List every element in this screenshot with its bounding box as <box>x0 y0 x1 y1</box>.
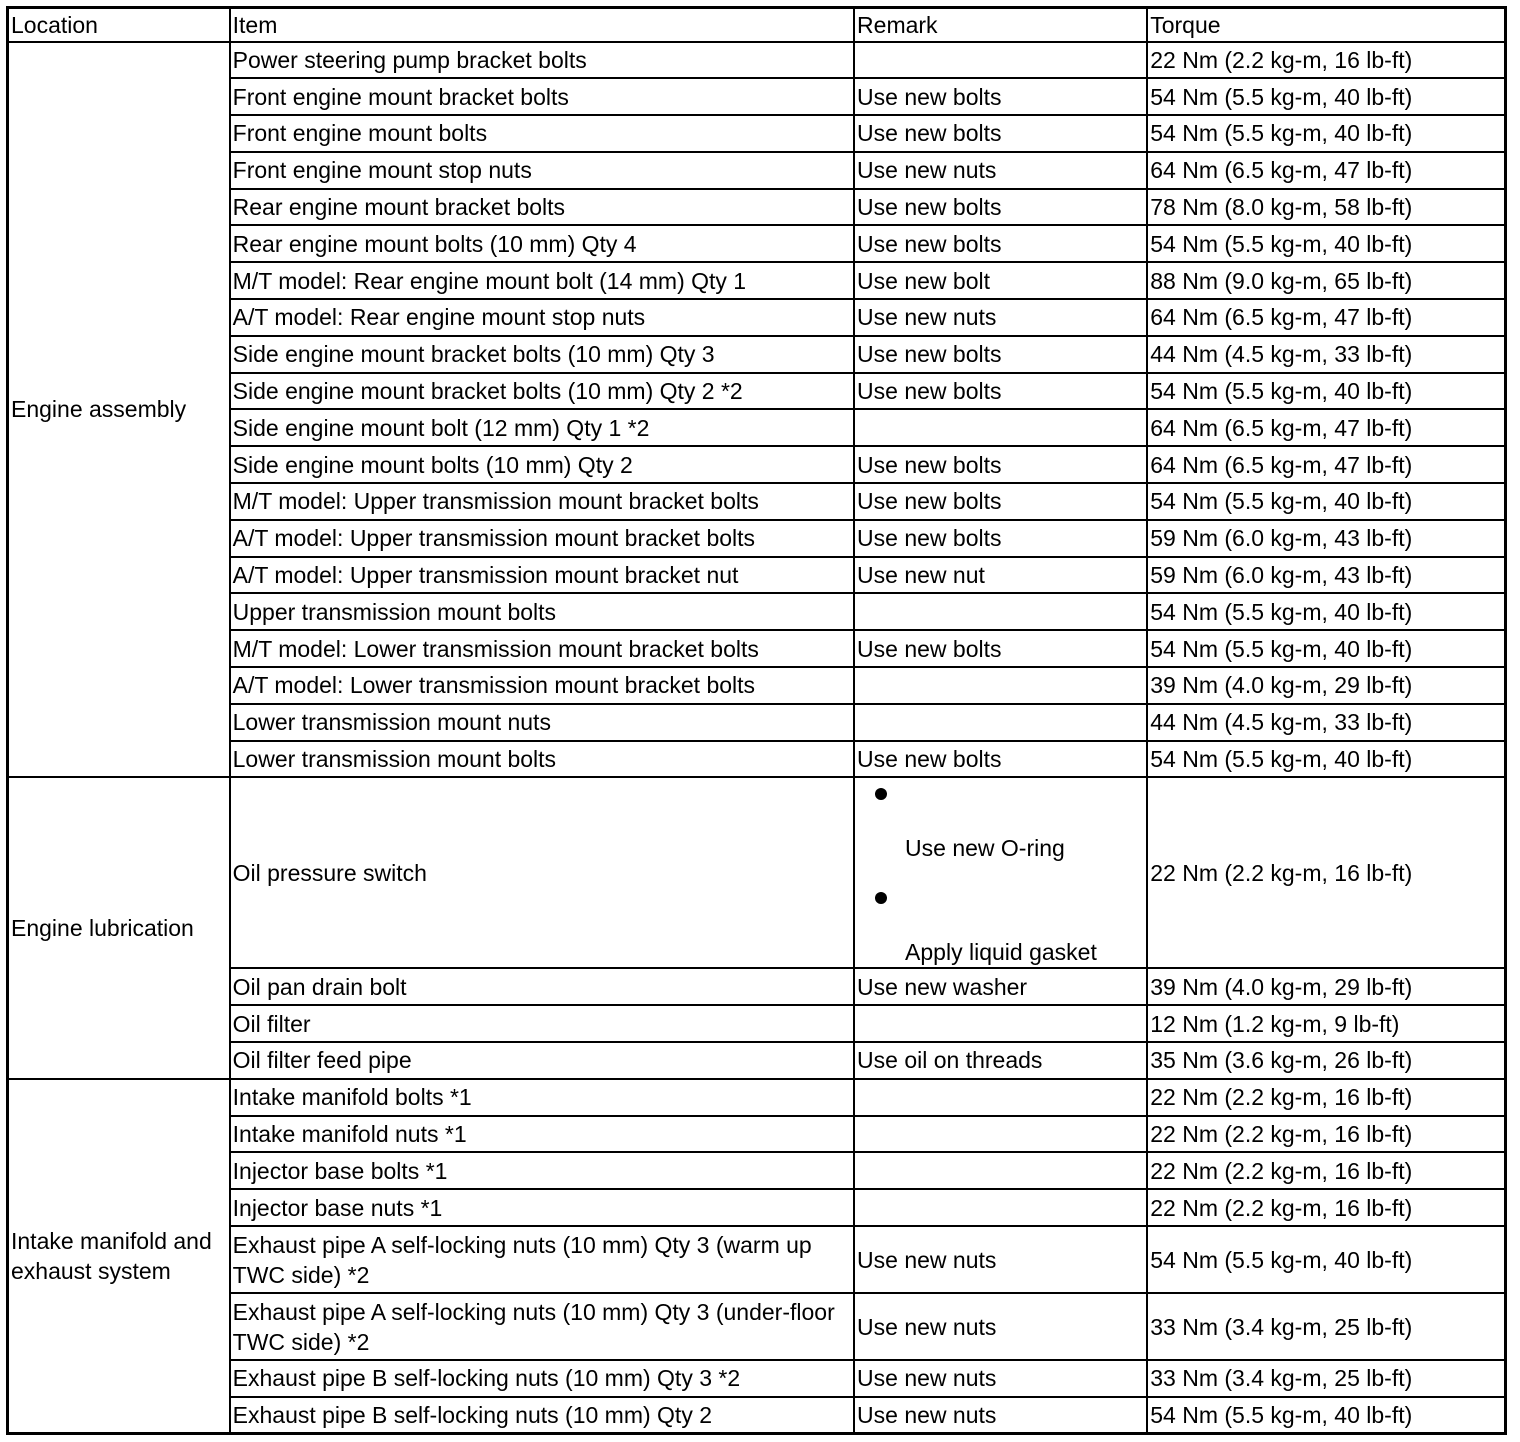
table-row <box>8 1189 1506 1226</box>
torque-cell: 54 Nm (5.5 kg-m, 40 lb-ft) <box>1147 78 1505 115</box>
remark-cell <box>854 409 1147 446</box>
item-cell: Exhaust pipe B self-locking nuts (10 mm) Qty 2 <box>230 1397 854 1434</box>
header-remark: Remark <box>854 8 1147 42</box>
remark-cell: Use new nuts <box>854 1397 1147 1434</box>
item-cell: Rear engine mount bracket bolts <box>230 189 854 226</box>
table-row <box>8 446 1506 483</box>
table-row <box>8 189 1506 226</box>
remark-cell: Use new washer <box>854 968 1147 1005</box>
torque-spec-table <box>6 6 1507 1435</box>
torque-cell: 12 Nm (1.2 kg-m, 9 lb-ft) <box>1147 1005 1505 1042</box>
remark-cell: Use new bolts <box>854 373 1147 410</box>
remark-cell <box>854 777 1147 968</box>
item-cell: Intake manifold bolts *1 <box>230 1079 854 1116</box>
torque-cell: 88 Nm (9.0 kg-m, 65 lb-ft) <box>1147 262 1505 299</box>
remark-cell: Use new bolts <box>854 115 1147 152</box>
remark-bullet-text: Use new O-ring <box>905 834 1065 861</box>
torque-cell: 54 Nm (5.5 kg-m, 40 lb-ft) <box>1147 593 1505 630</box>
item-cell: A/T model: Lower transmission mount bracket bolts <box>230 667 854 704</box>
table-row <box>8 336 1506 373</box>
torque-cell: 64 Nm (6.5 kg-m, 47 lb-ft) <box>1147 299 1505 336</box>
torque-cell: 54 Nm (5.5 kg-m, 40 lb-ft) <box>1147 373 1505 410</box>
item-cell: Oil pan drain bolt <box>230 968 854 1005</box>
table-row <box>8 42 1506 79</box>
torque-cell: 35 Nm (3.6 kg-m, 26 lb-ft) <box>1147 1042 1505 1079</box>
table-row <box>8 483 1506 520</box>
table-row <box>8 409 1506 446</box>
torque-cell: 78 Nm (8.0 kg-m, 58 lb-ft) <box>1147 189 1505 226</box>
torque-cell: 44 Nm (4.5 kg-m, 33 lb-ft) <box>1147 336 1505 373</box>
torque-cell: 54 Nm (5.5 kg-m, 40 lb-ft) <box>1147 115 1505 152</box>
table-row <box>8 704 1506 741</box>
item-cell: Front engine mount bracket bolts <box>230 78 854 115</box>
header-item: Item <box>230 8 854 42</box>
remark-cell: Use new nuts <box>854 1226 1147 1293</box>
remark-cell: Use new nuts <box>854 1360 1147 1397</box>
item-cell: A/T model: Upper transmission mount bracket bolts <box>230 520 854 557</box>
table-row <box>8 630 1506 667</box>
torque-cell: 54 Nm (5.5 kg-m, 40 lb-ft) <box>1147 1226 1505 1293</box>
remark-cell <box>854 593 1147 630</box>
location-cell: Engine lubrication <box>8 777 230 1078</box>
remark-cell <box>854 1005 1147 1042</box>
remark-cell: Use new bolt <box>854 262 1147 299</box>
torque-cell: 54 Nm (5.5 kg-m, 40 lb-ft) <box>1147 225 1505 262</box>
item-cell: M/T model: Upper transmission mount bracket bolts <box>230 483 854 520</box>
remark-cell: Use new bolts <box>854 446 1147 483</box>
item-cell: Oil pressure switch <box>230 777 854 968</box>
item-cell: Intake manifold nuts *1 <box>230 1116 854 1153</box>
torque-cell: 22 Nm (2.2 kg-m, 16 lb-ft) <box>1147 1116 1505 1153</box>
item-cell: M/T model: Rear engine mount bolt (14 mm) Qty 1 <box>230 262 854 299</box>
table-body <box>8 42 1506 1434</box>
location-cell: Engine assembly <box>8 42 230 778</box>
torque-cell: 22 Nm (2.2 kg-m, 16 lb-ft) <box>1147 777 1505 968</box>
torque-cell: 59 Nm (6.0 kg-m, 43 lb-ft) <box>1147 557 1505 594</box>
table-row <box>8 777 1506 968</box>
remark-cell <box>854 667 1147 704</box>
remark-cell: Use new nuts <box>854 1293 1147 1360</box>
torque-cell: 54 Nm (5.5 kg-m, 40 lb-ft) <box>1147 630 1505 667</box>
item-cell: Injector base nuts *1 <box>230 1189 854 1226</box>
item-cell: Injector base bolts *1 <box>230 1152 854 1189</box>
table-row <box>8 1397 1506 1434</box>
remark-bullet-text: Apply liquid gasket <box>905 938 1097 965</box>
remark-cell: Use new bolts <box>854 520 1147 557</box>
table-row <box>8 1005 1506 1042</box>
item-cell: Exhaust pipe A self-locking nuts (10 mm) Qty 3 (warm up TWC side) *2 <box>230 1226 854 1293</box>
item-cell: Side engine mount bracket bolts (10 mm) Qty 3 <box>230 336 854 373</box>
torque-cell: 22 Nm (2.2 kg-m, 16 lb-ft) <box>1147 1152 1505 1189</box>
item-cell: Exhaust pipe A self-locking nuts (10 mm) Qty 3 (under-floor TWC side) *2 <box>230 1293 854 1360</box>
remark-cell <box>854 1189 1147 1226</box>
item-cell: Exhaust pipe B self-locking nuts (10 mm) Qty 3 *2 <box>230 1360 854 1397</box>
item-cell: M/T model: Lower transmission mount bracket bolts <box>230 630 854 667</box>
remark-cell <box>854 42 1147 79</box>
remark-cell: Use new nut <box>854 557 1147 594</box>
table-row <box>8 667 1506 704</box>
table-row <box>8 1042 1506 1079</box>
table-row <box>8 115 1506 152</box>
remark-cell: Use new bolts <box>854 189 1147 226</box>
remark-cell: Use new nuts <box>854 152 1147 189</box>
torque-cell: 22 Nm (2.2 kg-m, 16 lb-ft) <box>1147 1189 1505 1226</box>
table-row <box>8 1293 1506 1360</box>
remark-cell <box>854 1079 1147 1116</box>
torque-cell: 33 Nm (3.4 kg-m, 25 lb-ft) <box>1147 1293 1505 1360</box>
item-cell: Side engine mount bolts (10 mm) Qty 2 <box>230 446 854 483</box>
table-row <box>8 1079 1506 1116</box>
remark-cell: Use new bolts <box>854 630 1147 667</box>
table-row <box>8 1152 1506 1189</box>
table-row <box>8 968 1506 1005</box>
bullet-icon <box>875 892 887 904</box>
table-row <box>8 262 1506 299</box>
remark-cell <box>854 704 1147 741</box>
item-cell: Front engine mount bolts <box>230 115 854 152</box>
torque-cell: 59 Nm (6.0 kg-m, 43 lb-ft) <box>1147 520 1505 557</box>
item-cell: Side engine mount bracket bolts (10 mm) Qty 2 *2 <box>230 373 854 410</box>
torque-cell: 22 Nm (2.2 kg-m, 16 lb-ft) <box>1147 42 1505 79</box>
table-row <box>8 557 1506 594</box>
torque-cell: 39 Nm (4.0 kg-m, 29 lb-ft) <box>1147 968 1505 1005</box>
torque-cell: 54 Nm (5.5 kg-m, 40 lb-ft) <box>1147 741 1505 778</box>
item-cell: A/T model: Rear engine mount stop nuts <box>230 299 854 336</box>
table-row <box>8 299 1506 336</box>
item-cell: Oil filter <box>230 1005 854 1042</box>
item-cell: Front engine mount stop nuts <box>230 152 854 189</box>
torque-cell: 64 Nm (6.5 kg-m, 47 lb-ft) <box>1147 446 1505 483</box>
location-cell: Intake manifold and exhaust system <box>8 1079 230 1434</box>
table-row <box>8 741 1506 778</box>
table-row <box>8 1226 1506 1293</box>
remark-cell <box>854 1116 1147 1153</box>
remark-cell: Use oil on threads <box>854 1042 1147 1079</box>
remark-cell: Use new bolts <box>854 741 1147 778</box>
item-cell: Lower transmission mount nuts <box>230 704 854 741</box>
header-torque: Torque <box>1147 8 1505 42</box>
item-cell: Side engine mount bolt (12 mm) Qty 1 *2 <box>230 409 854 446</box>
table-header-row <box>8 8 1506 42</box>
torque-cell: 39 Nm (4.0 kg-m, 29 lb-ft) <box>1147 667 1505 704</box>
item-cell: Rear engine mount bolts (10 mm) Qty 4 <box>230 225 854 262</box>
torque-cell: 22 Nm (2.2 kg-m, 16 lb-ft) <box>1147 1079 1505 1116</box>
torque-cell: 54 Nm (5.5 kg-m, 40 lb-ft) <box>1147 483 1505 520</box>
item-cell: Power steering pump bracket bolts <box>230 42 854 79</box>
table-row <box>8 593 1506 630</box>
header-location: Location <box>8 8 230 42</box>
remark-cell: Use new nuts <box>854 299 1147 336</box>
remark-cell <box>854 1152 1147 1189</box>
table-row <box>8 78 1506 115</box>
table-row <box>8 373 1506 410</box>
bullet-icon <box>875 788 887 800</box>
table-row <box>8 152 1506 189</box>
torque-cell: 54 Nm (5.5 kg-m, 40 lb-ft) <box>1147 1397 1505 1434</box>
torque-cell: 64 Nm (6.5 kg-m, 47 lb-ft) <box>1147 409 1505 446</box>
table-row <box>8 520 1506 557</box>
item-cell: A/T model: Upper transmission mount bracket nut <box>230 557 854 594</box>
remark-bullet-list <box>857 779 1144 967</box>
item-cell: Upper transmission mount bolts <box>230 593 854 630</box>
table-row <box>8 225 1506 262</box>
torque-cell: 64 Nm (6.5 kg-m, 47 lb-ft) <box>1147 152 1505 189</box>
remark-cell: Use new bolts <box>854 78 1147 115</box>
remark-cell: Use new bolts <box>854 336 1147 373</box>
item-cell: Lower transmission mount bolts <box>230 741 854 778</box>
table-row <box>8 1360 1506 1397</box>
torque-cell: 33 Nm (3.4 kg-m, 25 lb-ft) <box>1147 1360 1505 1397</box>
remark-cell: Use new bolts <box>854 483 1147 520</box>
remark-bullet-item <box>857 883 1144 967</box>
remark-bullet-item <box>857 779 1144 883</box>
item-cell: Oil filter feed pipe <box>230 1042 854 1079</box>
torque-cell: 44 Nm (4.5 kg-m, 33 lb-ft) <box>1147 704 1505 741</box>
remark-cell: Use new bolts <box>854 225 1147 262</box>
table-row <box>8 1116 1506 1153</box>
